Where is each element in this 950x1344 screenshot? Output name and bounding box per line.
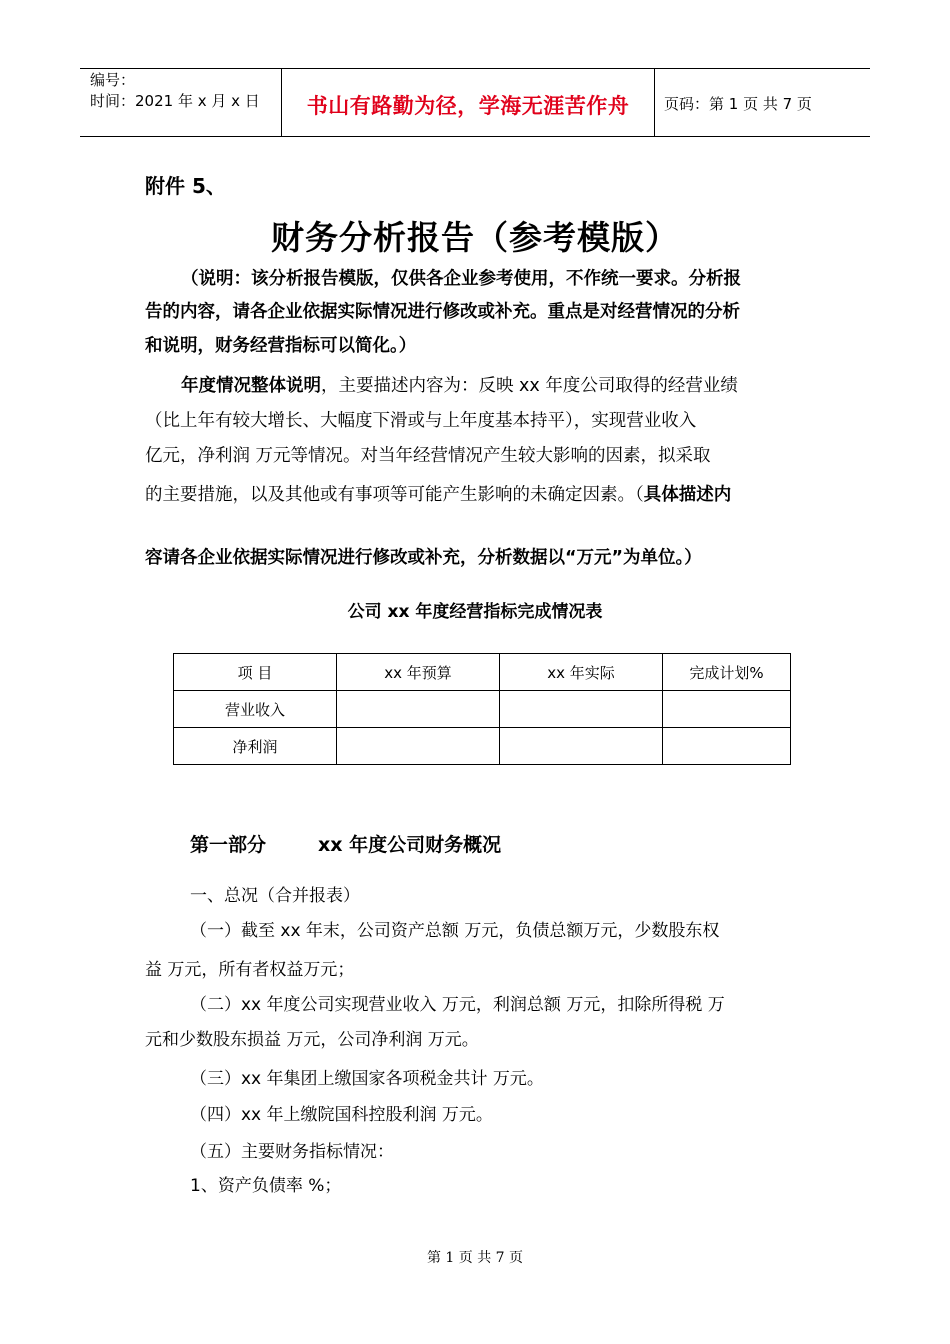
table-header-cell: xx 年预算	[337, 654, 500, 691]
body-line: 1、资产负债率 %；	[190, 1176, 342, 1196]
body-line: （四）xx 年上缴院国科控股利润 万元。	[190, 1105, 493, 1125]
body-line: 益 万元，所有者权益万元；	[145, 960, 355, 980]
overview-line: （比上年有较大增长、大幅度下滑或与上年度基本持平），实现营业收入	[145, 411, 697, 431]
header-divider-right	[654, 68, 655, 136]
overview-line	[145, 481, 731, 506]
document-number-label: 编号：	[90, 71, 136, 89]
attachment-label: 附件 5、	[145, 174, 226, 198]
overview-line	[181, 372, 738, 397]
overview-line: 容请各企业依据实际情况进行修改或补充，分析数据以“万元”为单位。）	[145, 548, 702, 568]
body-line: 一、总况（合并报表）	[190, 886, 360, 906]
table-cell	[663, 728, 791, 765]
header-meta	[90, 70, 260, 112]
table-cell	[337, 691, 500, 728]
header-bottom-rule	[80, 136, 870, 137]
table-header-row	[174, 654, 791, 691]
note-line: （说明：该分析报告模版，仅供各企业参考使用，不作统一要求。分析报	[181, 269, 741, 289]
kpi-table	[173, 653, 791, 765]
header-top-rule	[80, 68, 870, 69]
table-cell-item: 净利润	[174, 728, 337, 765]
table-cell	[500, 728, 663, 765]
page-title: 财务分析报告（参考模版）	[271, 218, 679, 257]
overview-lead: 年度情况整体说明	[181, 376, 321, 396]
table-row	[174, 728, 791, 765]
table-header-cell: 完成计划%	[663, 654, 791, 691]
overview-line-bold: 具体描述内	[643, 485, 732, 505]
table-header-cell: 项 目	[174, 654, 337, 691]
table-cell	[337, 728, 500, 765]
body-line: （五）主要财务指标情况：	[190, 1142, 394, 1162]
body-line: 元和少数股东损益 万元，公司净利润 万元。	[145, 1030, 479, 1050]
note-line: 告的内容，请各企业依据实际情况进行修改或补充。重点是对经营情况的分析	[145, 302, 740, 322]
document-date: 时间：2021 年 x 月 x 日	[90, 92, 260, 110]
section-heading	[190, 830, 501, 857]
table-row	[174, 691, 791, 728]
section-label: 第一部分	[190, 834, 267, 856]
table-cell	[663, 691, 791, 728]
body-line: （二）xx 年度公司实现营业收入 万元，利润总额 万元，扣除所得税 万	[190, 995, 725, 1015]
body-line: （三）xx 年集团上缴国家各项税金共计 万元。	[190, 1069, 544, 1089]
header-motto: 书山有路勤为径，学海无涯苦作舟	[306, 94, 630, 118]
header-page-code: 页码：第 1 页 共 7 页	[664, 95, 812, 113]
note-line: 和说明，财务经营指标可以简化。）	[145, 336, 417, 356]
table-cell-item: 营业收入	[174, 691, 337, 728]
overview-line: 亿元，净利润 万元等情况。对当年经营情况产生较大影响的因素，拟采取	[145, 446, 711, 466]
body-line: （一）截至 xx 年末，公司资产总额 万元，负债总额万元，少数股东权	[190, 921, 720, 941]
table-title: 公司 xx 年度经营指标完成情况表	[347, 602, 603, 622]
table-header-cell: xx 年实际	[500, 654, 663, 691]
overview-line-rest: ，主要描述内容为：反映 xx 年度公司取得的经营业绩	[321, 376, 738, 396]
table-cell	[500, 691, 663, 728]
page-footer: 第 1 页 共 7 页	[426, 1250, 524, 1266]
section-title: xx 年度公司财务概况	[318, 834, 502, 856]
overview-line-normal: 的主要措施，以及其他或有事项等可能产生影响的未确定因素。（	[145, 485, 644, 505]
